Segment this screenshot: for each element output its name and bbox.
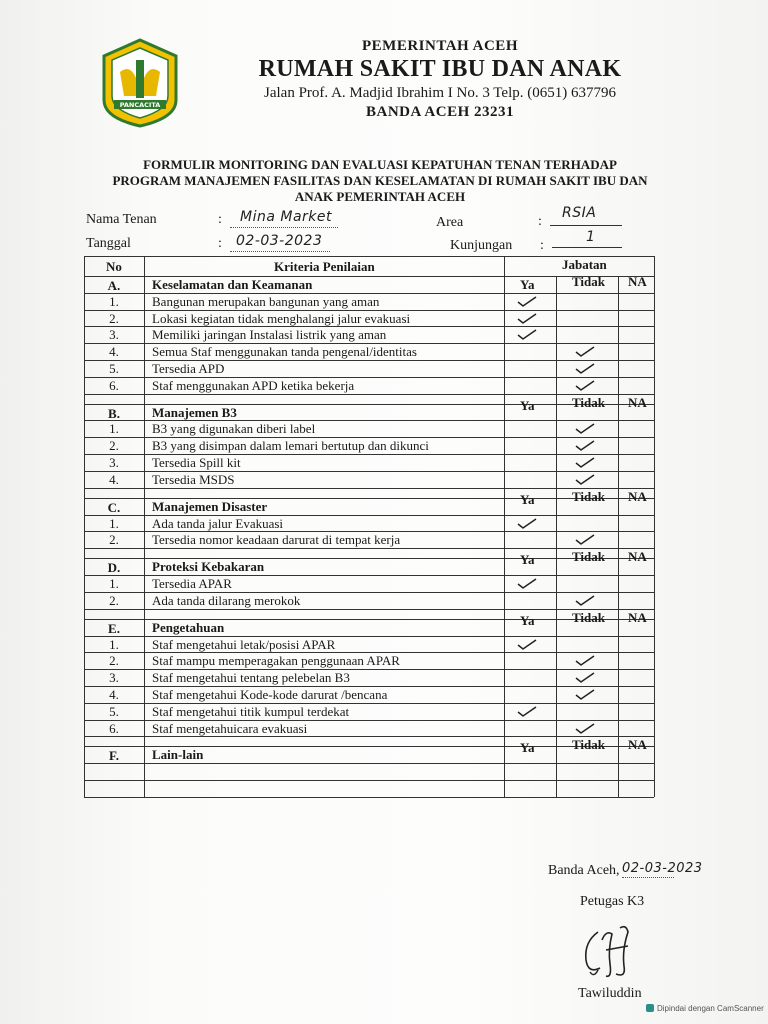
table-hline xyxy=(84,548,654,549)
tanggal-colon: : xyxy=(218,236,222,251)
nama-tenan-value: Mina Market xyxy=(240,209,332,225)
check-mark-tidak xyxy=(574,670,596,684)
item-criteria: Bangunan merupakan bangunan yang aman xyxy=(152,293,380,309)
section-code: A. xyxy=(107,278,121,293)
col-header-ya: Ya xyxy=(520,277,535,292)
check-mark-tidak xyxy=(574,532,596,546)
kunjungan-label: Kunjungan xyxy=(450,238,513,253)
col-header-kriteria: Kriteria Penilaian xyxy=(274,259,375,274)
table-vline xyxy=(144,256,145,797)
item-number: 1. xyxy=(109,576,119,592)
col-header-jabatan: Jabatan xyxy=(562,257,607,272)
check-mark-ya xyxy=(516,637,538,651)
check-mark-tidak xyxy=(574,378,596,392)
scanner-watermark: Dipindai dengan CamScanner xyxy=(646,1004,764,1013)
check-mark-tidak xyxy=(574,687,596,701)
check-mark-ya xyxy=(516,311,538,325)
col-header-na: NA xyxy=(628,609,647,625)
nama-colon: : xyxy=(218,212,222,227)
table-vline xyxy=(618,276,619,797)
check-mark-tidak xyxy=(574,421,596,435)
tanggal-value: 02-03-2023 xyxy=(236,233,323,249)
nama-tenan-label: Nama Tenan xyxy=(86,212,157,227)
item-criteria: Staf mengetahui Kode-kode darurat /bencana xyxy=(152,686,388,702)
item-criteria: Tersedia MSDS xyxy=(152,471,235,487)
officer-name: Tawiluddin xyxy=(578,986,642,1001)
table-vline xyxy=(654,256,655,797)
check-mark-tidak xyxy=(574,472,596,486)
col-header-tidak: Tidak xyxy=(572,488,606,504)
item-criteria: Semua Staf menggunakan tanda pengenal/identitas xyxy=(152,344,417,360)
evaluation-table xyxy=(84,256,654,856)
item-number: 2. xyxy=(109,532,119,548)
item-number: 2. xyxy=(109,438,119,454)
area-line xyxy=(550,224,622,226)
area-label: Area xyxy=(436,215,464,230)
check-mark-tidak xyxy=(574,721,596,735)
check-mark-tidak xyxy=(574,361,596,375)
section-title: Pengetahuan xyxy=(152,619,225,635)
form-title-line1: FORMULIR MONITORING DAN EVALUASI KEPATUHAN TENAN TERHADAP xyxy=(143,157,617,172)
check-mark-ya xyxy=(516,327,538,341)
item-number: 4. xyxy=(109,471,119,487)
officer-title: Petugas K3 xyxy=(580,894,645,909)
check-mark-tidak xyxy=(574,455,596,469)
check-mark-tidak xyxy=(574,593,596,607)
signature-place-prefix: Banda Aceh, xyxy=(548,863,620,878)
signature-date-dotted-line xyxy=(622,876,674,878)
item-criteria: Memiliki jaringan Instalasi listrik yang aman xyxy=(152,327,387,343)
scanner-icon xyxy=(646,1004,654,1012)
handwritten-signature xyxy=(576,920,646,982)
kunjungan-colon: : xyxy=(540,238,544,253)
table-hline xyxy=(504,276,654,277)
item-number: 1. xyxy=(109,636,119,652)
item-criteria: B3 yang digunakan diberi label xyxy=(152,421,316,437)
table-vline xyxy=(84,256,85,797)
item-number: 2. xyxy=(109,310,119,326)
header-city: BANDA ACEH 23231 xyxy=(365,104,515,120)
col-header-na: NA xyxy=(628,274,647,289)
item-number: 1. xyxy=(109,515,119,531)
table-hline xyxy=(84,488,654,489)
table-hline xyxy=(84,394,654,395)
table-hline xyxy=(84,609,654,610)
area-colon: : xyxy=(538,214,542,229)
col-header-ya: Ya xyxy=(520,740,535,756)
area-value: RSIA xyxy=(562,205,597,221)
col-header-tidak: Tidak xyxy=(572,549,606,565)
item-number: 4. xyxy=(109,344,119,360)
col-header-na: NA xyxy=(628,549,647,565)
section-title: Manajemen Disaster xyxy=(152,498,268,514)
section-title: Lain-lain xyxy=(152,747,204,763)
item-criteria: Tersedia APD xyxy=(152,361,225,376)
item-criteria: Ada tanda jalur Evakuasi xyxy=(152,515,284,531)
item-number: 1. xyxy=(109,421,119,437)
item-criteria: Lokasi kegiatan tidak menghalangi jalur evakuasi xyxy=(152,310,411,326)
item-number: 5. xyxy=(109,703,119,719)
header-address: Jalan Prof. A. Madjid Ibrahim I No. 3 Telp. (0651) 637796 xyxy=(264,85,616,101)
item-criteria: B3 yang disimpan dalam lemari bertutup dan dikunci xyxy=(152,438,429,454)
item-criteria: Tersedia nomor keadaan darurat di tempat kerja xyxy=(152,532,401,548)
table-vline xyxy=(556,276,557,797)
check-mark-tidak xyxy=(574,653,596,667)
table-hline xyxy=(84,780,654,781)
check-mark-tidak xyxy=(574,438,596,452)
item-number: 1. xyxy=(109,293,119,309)
col-header-tidak: Tidak xyxy=(572,274,606,289)
section-title: Keselamatan dan Keamanan xyxy=(152,277,313,292)
col-header-tidak: Tidak xyxy=(572,394,606,410)
section-code: C. xyxy=(107,499,121,515)
aceh-emblem-logo xyxy=(100,38,180,128)
item-criteria: Staf mampu memperagakan penggunaan APAR xyxy=(152,653,400,669)
col-header-na: NA xyxy=(628,737,647,753)
check-mark-ya xyxy=(516,294,538,308)
tanggal-label: Tanggal xyxy=(86,236,131,251)
item-number: 3. xyxy=(109,670,119,686)
check-mark-ya xyxy=(516,704,538,718)
item-number: 5. xyxy=(109,361,119,376)
signature-date: 02-03-2023 xyxy=(622,861,703,876)
item-number: 6. xyxy=(109,720,119,736)
check-mark-ya xyxy=(516,576,538,590)
col-header-no: No xyxy=(106,259,122,274)
col-header-tidak: Tidak xyxy=(572,609,606,625)
col-header-tidak: Tidak xyxy=(572,737,606,753)
item-number: 6. xyxy=(109,377,119,393)
item-criteria: Staf menggunakan APD ketika bekerja xyxy=(152,377,355,393)
table-hline xyxy=(84,736,654,737)
col-header-ya: Ya xyxy=(520,397,535,413)
check-mark-tidak xyxy=(574,344,596,358)
item-criteria: Staf mengetahui titik kumpul terdekat xyxy=(152,703,350,719)
col-header-ya: Ya xyxy=(520,612,535,628)
section-code: E. xyxy=(108,620,120,636)
item-number: 3. xyxy=(109,327,119,343)
form-title-line3: ANAK PEMERINTAH ACEH xyxy=(294,189,466,204)
tanggal-dotted-line xyxy=(230,250,330,252)
header-government: PEMERINTAH ACEH xyxy=(362,38,518,54)
item-criteria: Staf mengetahui letak/posisi APAR xyxy=(152,636,336,652)
item-criteria: Ada tanda dilarang merokok xyxy=(152,592,301,608)
check-mark-ya xyxy=(516,516,538,530)
section-title: Proteksi Kebakaran xyxy=(152,559,265,575)
form-title-line2: PROGRAM MANAJEMEN FASILITAS DAN KESELAMATAN DI RUMAH SAKIT IBU DAN xyxy=(112,173,648,188)
item-number: 3. xyxy=(109,455,119,471)
item-number: 2. xyxy=(109,592,119,608)
nama-dotted-line xyxy=(230,226,338,228)
section-code: D. xyxy=(107,560,121,576)
section-title: Manajemen B3 xyxy=(152,404,237,420)
col-header-ya: Ya xyxy=(520,491,535,507)
item-criteria: Tersedia Spill kit xyxy=(152,455,241,471)
table-hline xyxy=(84,763,654,764)
col-header-na: NA xyxy=(628,394,647,410)
kunjungan-line xyxy=(552,246,622,248)
table-hline xyxy=(84,797,654,798)
col-header-ya: Ya xyxy=(520,552,535,568)
kunjungan-value: 1 xyxy=(586,229,596,245)
logo-banner-text: PANCACITA xyxy=(119,101,161,109)
item-criteria: Staf mengetahui tentang pelebelan B3 xyxy=(152,670,350,686)
item-number: 2. xyxy=(109,653,119,669)
header-hospital-name: RUMAH SAKIT IBU DAN ANAK xyxy=(258,56,622,82)
section-code: B. xyxy=(108,405,120,421)
item-criteria: Tersedia APAR xyxy=(152,576,232,592)
section-code: F. xyxy=(109,748,119,764)
item-criteria: Staf mengetahuicara evakuasi xyxy=(152,720,308,736)
item-number: 4. xyxy=(109,686,119,702)
col-header-na: NA xyxy=(628,488,647,504)
table-vline xyxy=(504,256,505,797)
